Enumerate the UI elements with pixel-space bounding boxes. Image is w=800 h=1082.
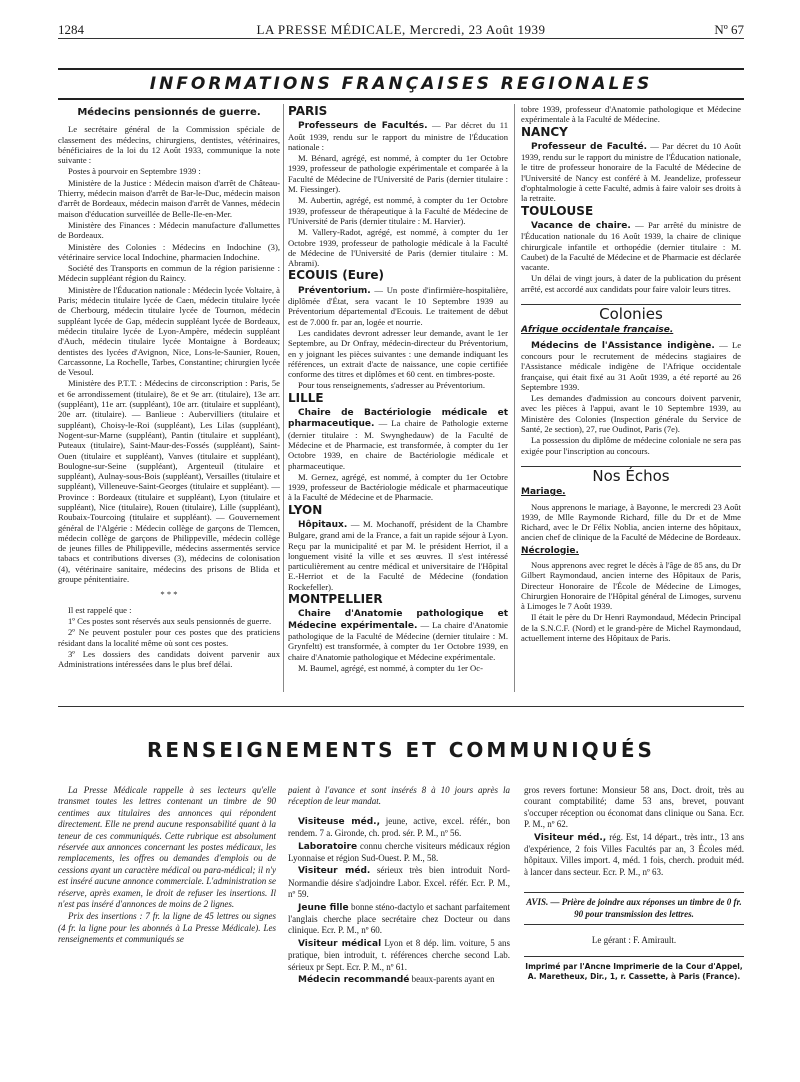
paragraph: paient à l'avance et sont insérés 8 à 10 jours après la réception de leur mandat.	[288, 785, 510, 807]
subsection-heading: Afrique occidentale française.	[521, 325, 674, 336]
ad-heading: Visiteur médical	[298, 938, 382, 949]
paragraph-text: — M. Mochanoff, président de la Chambre Bulgare, grand ami de la France, a fait un rapide séjour à Lyon. Reçu par la municipalité et par M. le président Herriot, il a longuement visité la ville et ses œuvres. Il s'est intéressé particulièrement au centre médical et universitaire de l'Hôpital E.-Herriot et de la Faculté de Médecine (fondation Rockefeller).	[288, 518, 508, 592]
paragraph: Ministère de l'Éducation nationale : Médecin lycée Voltaire, à Paris; médecin titulaire lycée de Caen, médecin titulaire lycée de Cherbourg, médecin titulaire lycée de Tournon, médecin suppléant lycée de Gap, médecin suppléant lycée de Bordeaux, médecin titulaire lycée de Lyon-Ampère, médecin suppléant d'Auch, médecin titulaire lycée Montaigne à Bordeaux; dentistes des lycées d'Avignon, Nice, Lons-le-Saunier, Rouen, Carcassonne, La Rochelle, Tarbes, Constantine; chirurgien lycée de Vesoul.	[58, 284, 280, 378]
paragraph: Les candidates devront adresser leur demande, avant le 1er Septembre, au Dr Onfray, médecin-directeur du Préventorium, en y joignant les pièces suivantes : une demande indiquant les références, un extrait d'acte de naissance, une copie certifiée conforme des titres et diplômes et 60 cent. en timbres-poste.	[288, 327, 508, 380]
ad-text: beaux-parents ayant en	[411, 974, 495, 985]
paragraph: Les demandes d'admission au concours doivent parvenir, avec les pièces à l'appui, avant le 10 Septembre 1939, au Ministère des Colonies (Inspection générale du Service de Santé, 2e section), 27, rue Oudinot, Paris (7e).	[521, 393, 741, 435]
renseignements-title: RENSEIGNEMENTS ET COMMUNIQUÉS	[147, 738, 655, 762]
paragraph: Il était le père du Dr Henri Raymondaud, Médecin Principal de la S.N.C.F. (Nord) et le grand-père de Michel Raymondaud, actuellement interne des Hôpitaux de Paris.	[521, 612, 741, 644]
column-1	[58, 104, 280, 700]
classified-ad	[288, 974, 510, 986]
paragraph-text: — Par décret du 11 Août 1939, rendu sur le rapport du ministre de l'Éducation nationale :	[288, 120, 508, 152]
ad-text: Lyon et 8 dép. lim. voiture, 5 ans pratique, bien introduit, t. références cherche second Lab. sérieux pr Sept. Ecr. P. M., nº 61.	[288, 937, 510, 972]
subheading: Médecins de l'Assistance indigène.	[531, 340, 715, 351]
paragraph: M. Gernez, agrégé, est nommé, à compter du 1er Octobre 1939, professeur de Bactériologie médicale et pharmaceutique à la Faculté de Médecine et de Pharmacie.	[288, 471, 508, 503]
paragraph: gros revers fortune: Monsieur 58 ans, Doct. droit, très au courant comptabilité; dame 53 ans, brevet, pouvant s'occuper réception ou économat dans clinique ou Sana. Ecr. P. M., nº 62.	[524, 785, 744, 830]
classified-ad	[288, 841, 510, 865]
paragraph: Un délai de vingt jours, à dater de la publication du présent arrêté, est accordé aux candidats pour faire valoir leurs titres.	[521, 273, 741, 294]
city-heading: MONTPELLIER	[288, 592, 383, 607]
renseignements-col-2	[288, 785, 510, 1065]
journal-title: LA PRESSE MÉDICALE, Mercredi, 23 Août 1939	[256, 22, 546, 37]
ad-text: jeune, active, excel. référ., bon rendem. 7 a. Gironde, ch. prod. sér. P. M., nº 56.	[288, 815, 510, 839]
paragraph-text: — La chaire de Pathologie externe (dernier titulaire : M. Swynghedauw) de la Faculté de Médecine et de Pharmacie, est transformée, à compter du 1er Octobre 1939, en chaire de Bactériologie médicale et pharmaceutique.	[288, 418, 508, 471]
paragraph: La Presse Médicale rappelle à ses lecteurs qu'elle transmet toutes les lettres contenant un timbre de 90 centimes aux titulaires des annonces qui répondent directement. Elle ne prend aucune responsabilité quant à la teneur de ces communiqués. Cette rubrique est absolument réservée aux annonces concernant les postes médicaux, les remplacements, les offres ou demandes d'emplois ou de cessions ayant un caractère médical ou para-médical; il n'y est inséré aucune annonce commerciale. L'administration se réserve, après examen, le droit de refuser les insertions. Il n'est pas inséré d'annonces de moins de 2 lignes.	[58, 785, 276, 910]
separator-stars: * * *	[160, 589, 178, 600]
paragraph: Pour tous renseignements, s'adresser au Préventorium.	[298, 380, 485, 391]
printer-line: Imprimé par l'Ancne Imprimerie de la Cour d'Appel, A. Maretheux, Dir., 1, r. Cassette, à Paris (France).	[524, 956, 744, 982]
section-heading-echos: Nos Échos	[521, 466, 741, 481]
subheading: Professeurs de Facultés.	[298, 121, 428, 132]
paragraph-text: — Par décret du 10 Août 1939, rendu sur le rapport du ministre de l'Éducation nationale, le titre de professeur honoraire de la Faculté de Médecine de l'Université de Nancy est conféré à M. Jeandelize, professeur d'ophtalmologie à cette Faculté, admis à faire valoir ses droits à la retraite.	[521, 140, 741, 204]
renseignements-col-1	[58, 785, 276, 1065]
classified-ad	[288, 816, 510, 840]
paragraph: M. Vallery-Radot, agrégé, est nommé, à compter du 1er Octobre 1939, professeur de pathologie médicale à la Faculté de Médecine de l'Université de Paris (dernier titulaire : M. Abrami).	[288, 227, 508, 269]
paragraph: Ministère des Finances : Médecin manufacture d'allumettes de Bordeaux.	[58, 219, 280, 241]
city-heading: LYON	[288, 502, 323, 517]
paragraph: Le secrétaire général de la Commission spéciale de classement des médecins, chirurgiens, dentistes, vétérinaires, bénéficiaires de la loi du 12 Août 1933, communique la note suivante :	[58, 124, 280, 166]
paragraph: Ministère de la Justice : Médecin maison d'arrêt de Château-Thierry, médecin maison d'arrêt de Bar-le-Duc, médecin maison d'arrêt de Bordeaux, médecin maison d'arrêt de Vannes, médecin maison d'éducation surveillée de Belle-Ile-en-Mer.	[58, 177, 280, 219]
ad-heading: Visiteur méd.	[298, 866, 371, 877]
classified-ad	[288, 865, 510, 900]
renseignements-col-3	[524, 785, 744, 1065]
divider	[58, 706, 744, 707]
paragraph: La possession du diplôme de médecine coloniale ne sera pas exigée pour l'inscription au concours.	[521, 435, 741, 456]
subheading: Hôpitaux.	[298, 519, 348, 530]
city-heading: ECOUIS (Eure)	[288, 268, 384, 283]
section-heading-colonies: Colonies	[521, 304, 741, 319]
article-heading: Médecins pensionnés de guerre.	[77, 107, 261, 118]
ad-text: connu cherche visiteurs médicaux région Lyonnaise et région Sud-Ouest. P. M., 58.	[288, 840, 510, 864]
paragraph: Il est rappelé que :	[68, 604, 132, 615]
city-heading: LILLE	[288, 390, 324, 405]
paragraph-text: — La chaire d'Anatomie pathologique de la Faculté de Médecine (dernier titulaire : M. Grynfeltt) est transformée, à compter du 1er Octobre 1939, en chaire d'Anatomie pathologique et Médecine expérimentale.	[288, 619, 508, 662]
classified-ad	[288, 902, 510, 937]
paragraph: Ministère des P.T.T. : Médecins de circonscription : Paris, 5e et 6e arrondissement (titulaire), 8e et 9e arr. (titulaire), 13e arr. (suppléant), 11e arr. (suppléant), 10e arr. (titulaire et suppléant), 20e arr. (titulaire). — Banlieue : Aubervilliers (titulaire et suppléant), Choisy-le-Roi (suppléant), Les Lilas (suppléant), Nogent-sur-Marne (suppléant), Pantin (titulaire et suppléant), Puteaux (titulaire), Saint-Maur-des-Fossés (suppléant), Saint-Ouen (titulaire et suppléant), Vanves (titulaire et suppléant), Boulogne-sur-Seine (suppléant), Argenteuil (titulaire et suppléant), Aulnay-sous-Bois (suppléant), Versailles (titulaire et suppléant), Villeneuve-Saint-Georges (titulaire et suppléant). — Province : Bordeaux (titulaire et suppléant), Lyon (titulaire et suppléant), Nice (titulaire), Rouen (titulaire), Lille (suppléant), Roubaix-Tourcoing (titulaire et suppléant). — Gouvernement général de l'Algérie : Médecin collège de garçons de Tlemcen, médecin collège de garçons de Philippeville, médecin collège de jeunes filles de Philippeville, médecins assermentés service tabacs et contributions diverses (3), médecins de colonisation (4), vétérinaire sanitaire, médecins des prisons de Blida et groupe pénitentiaire.	[58, 378, 280, 585]
paragraph: M. Baumel, agrégé, est nommé, à compter du 1er Oc-	[298, 662, 483, 673]
ad-text: sérieux très bien introduit Nord-Normandie désire s'adjoindre Labor. Excel. référ. Ecr. P. M., nº 59.	[288, 865, 510, 900]
subheading: Professeur de Faculté.	[531, 141, 648, 152]
paragraph: 3º Les dossiers des candidats doivent parvenir aux Administrations intéressées dans le plus bref délai.	[58, 648, 280, 670]
paragraph: M. Bénard, agrégé, est nommé, à compter du 1er Octobre 1939, professeur de pathologie expérimentale et comparée à la Faculté de Médecine de l'Université de Paris (dernier titulaire : M. Fiessinger).	[288, 153, 508, 195]
paragraph: 1º Ces postes sont réservés aux seuls pensionnés de guerre.	[68, 615, 272, 626]
paragraph: tobre 1939, professeur d'Anatomie pathologique et Médecine expérimentale à la Faculté de Médecine.	[521, 104, 741, 125]
paragraph: M. Aubertin, agrégé, est nommé, à compter du 1er Octobre 1939, professeur de thérapeutique à la Faculté de Médecine de l'Université de Paris (dernier titulaire : M. Harvier).	[288, 195, 508, 226]
paragraph-text: — Par arrêté du ministre de l'Éducation nationale du 16 Août 1939, la chaire de clinique chirurgicale infantile et orthopédie (dernier titulaire : M. Caubet) de la Faculté de Médecine et de Pharmacie est déclarée vacante.	[521, 219, 741, 273]
subheading: Vacance de chaire.	[531, 220, 631, 231]
subheading: Préventorium.	[298, 285, 371, 296]
ad-heading: Laboratoire	[298, 841, 358, 852]
notice-box: AVIS. — Prière de joindre aux réponses un timbre de 0 fr. 90 pour transmission des lettres.	[524, 892, 744, 925]
paragraph-text: — Le concours pour le recrutement de médecins stagiaires de l'Assistance médicale indigène de l'Afrique occidentale française, qui était fixé au 31 Août 1939, a été reporté au 26 Septembre 1939.	[521, 339, 741, 392]
paragraph: Prix des insertions : 7 fr. la ligne de 45 lettres ou signes (4 fr. la ligne pour les abonnés à La Presse Médicale). Les renseignements et communiqués se	[58, 911, 276, 945]
paragraph: Nous apprenons le mariage, à Bayonne, le mercredi 23 Août 1939, de Mlle Raymonde Richard, fille du Dr et de Mme Richard, avec le Dr Félix Noblia, ancien interne des hôpitaux, ancien chef de clinique de la Faculté de Médecine de Bordeaux.	[521, 501, 741, 543]
paragraph: Nous apprenons avec regret le décès à l'âge de 85 ans, du Dr Gilbert Raymondaud, ancien interne des Hôpitaux de Paris, Directeur Honoraire de l'École de Médecine de Limoges, Chirurgien Honoraire de l'Hôpital général de Limoges, survenu à Limoges le 7 Août 1939.	[521, 559, 741, 612]
ad-heading: Médecin recommandé	[298, 975, 410, 986]
ad-text: rég. Est, 14 départ., très intr., 13 ans d'expérience, 2 fois Villes Facultés par an, 3 Écoles méd. hôpitaux. Villes import. 4, méd. 1 fois, cherch. produit méd. à lancer dans secteur. Ecr. P. M., nº 63.	[524, 831, 744, 877]
city-heading: NANCY	[521, 124, 568, 139]
paragraph: 2º Ne peuvent postuler pour ces postes que des praticiens résidant dans la localité même où sont ces postes.	[58, 627, 280, 648]
subheading: Chaire d'Anatomie pathologique et Médecine expérimentale.	[288, 609, 508, 631]
page-number: 1284	[58, 22, 84, 37]
city-heading: TOULOUSE	[521, 203, 594, 218]
page-header	[58, 22, 744, 39]
city-heading: PARIS	[288, 104, 328, 118]
ad-heading: Visiteuse méd.,	[298, 816, 381, 827]
ad-heading: Jeune fille	[298, 902, 349, 913]
column-3	[521, 104, 741, 700]
column-divider	[283, 104, 284, 692]
classified-ad	[288, 938, 510, 973]
paragraph: Société des Transports en commun de la région parisienne : Médecin suppléant région du Raincy.	[58, 263, 280, 284]
column-divider	[514, 104, 515, 692]
paragraph: Ministère des Colonies : Médecins en Indochine (3), vétérinaire service local Indochine, pharmacien Indochine.	[58, 241, 280, 262]
ad-heading: Visiteur méd.,	[534, 832, 607, 843]
section-title: INFORMATIONS FRANÇAISES REGIONALES	[58, 68, 744, 100]
subsection-heading: Nécrologie.	[521, 545, 579, 556]
ad-text: bonne sténo-dactylo et sachant parfaitement l'anglais cherche place secrétaire chez Docteur ou dans clinique. Ecr. P. M., nº 60.	[288, 901, 510, 936]
issue-number: Nº 67	[714, 22, 744, 37]
gerant-line: Le gérant : F. Amirault.	[591, 935, 677, 946]
subheading: Chaire de Bactériologie médicale et pharmaceutique.	[288, 408, 508, 430]
paragraph-text: — Un poste d'infirmière-hospitalière, diplômée d'État, sera vacant le 10 Septembre 1939 au Préventorium départemental d'Ecouis. Le traitement de début est de 7.000 fr. par an, logée et nourrie.	[288, 284, 508, 327]
subsection-heading: Mariage.	[521, 487, 566, 498]
column-2	[288, 104, 508, 700]
classified-ad	[524, 832, 744, 879]
paragraph: Postes à pourvoir en Septembre 1939 :	[68, 166, 201, 177]
